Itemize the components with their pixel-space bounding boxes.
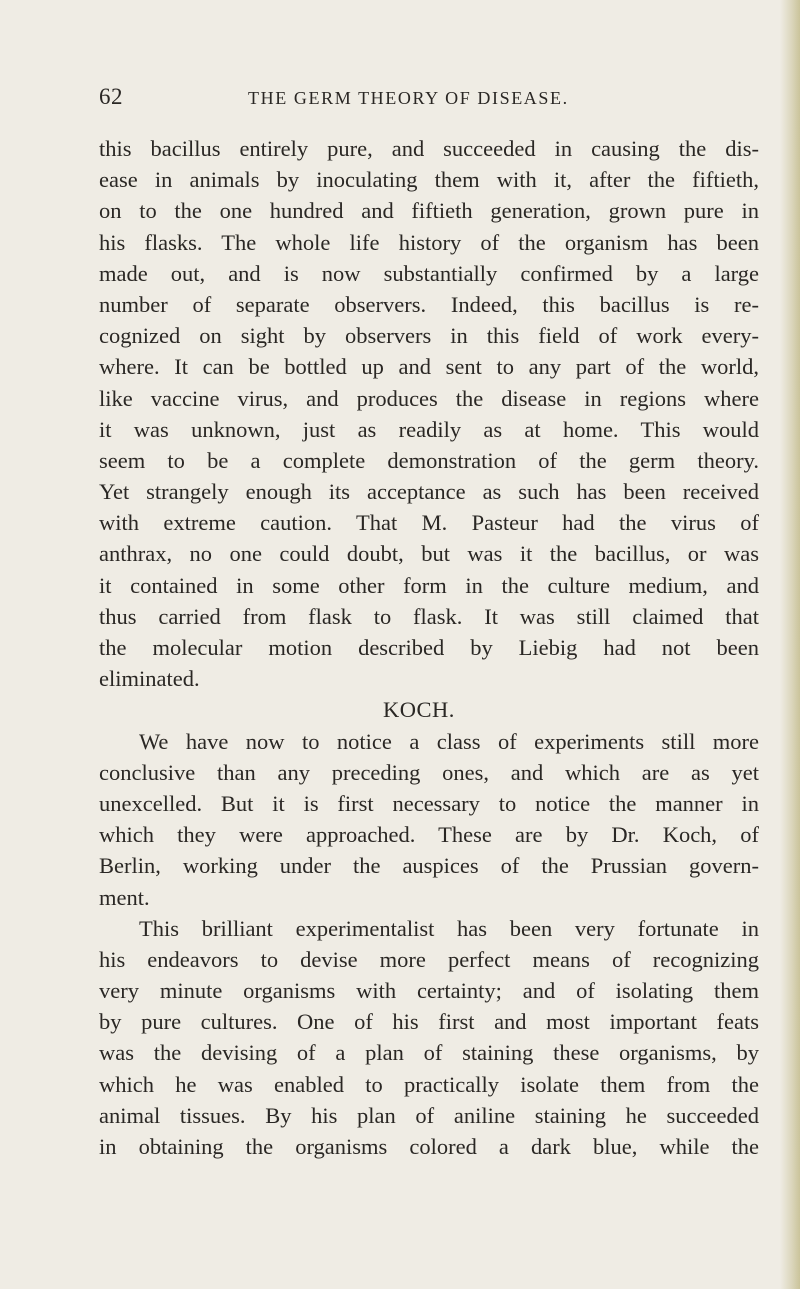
- text-line: thus carried from flask to flask. It was still claimed that: [99, 603, 759, 629]
- running-title: THE GERM THEORY OF DISEASE.: [248, 88, 569, 108]
- text-line: seem to be a complete demonstration of the germ theory.: [99, 447, 759, 473]
- text-line: This brilliant experimentalist has been very fortunate in: [139, 915, 759, 941]
- text-line: which he was enabled to practically isolate them from the: [99, 1071, 759, 1097]
- text-line: cognized on sight by observers in this field of work every-: [99, 323, 759, 349]
- text-line: very minute organisms with certainty; and of isolating them: [99, 978, 759, 1004]
- text-line: in obtaining the organisms colored a dark blue, while the: [99, 1134, 759, 1159]
- text-line: conclusive than any preceding ones, and which are as yet: [99, 759, 759, 785]
- text-line: with extreme caution. That M. Pasteur had the virus of: [99, 510, 759, 536]
- text-line: Yet strangely enough its acceptance as such has been received: [99, 479, 759, 505]
- text-line: anthrax, no one could doubt, but was it the bacillus, or was: [99, 541, 759, 567]
- text-line: eliminated.: [99, 666, 200, 692]
- text-line: Berlin, working under the auspices of the Prussian govern-: [99, 853, 759, 879]
- text-line: this bacillus entirely pure, and succeeded in causing the dis-: [99, 136, 759, 161]
- text-line: number of separate observers. Indeed, this bacillus is re-: [99, 291, 759, 317]
- text-line: We have now to notice a class of experiments still more: [139, 728, 759, 754]
- text-line: on to the one hundred and fiftieth generation, grown pure in: [99, 198, 759, 224]
- page-edge-shadow: [780, 0, 800, 1289]
- text-line: which they were approached. These are by Dr. Koch, of: [99, 822, 759, 848]
- section-heading: KOCH.: [383, 697, 455, 723]
- running-header: [0, 84, 800, 114]
- text-line: ease in animals by inoculating them with it, after the fiftieth,: [99, 167, 759, 193]
- text-line: like vaccine virus, and produces the disease in regions where: [99, 385, 759, 411]
- text-line: where. It can be bottled up and sent to any part of the world,: [99, 354, 759, 380]
- text-line: by pure cultures. One of his first and most important feats: [99, 1009, 759, 1035]
- text-line: animal tissues. By his plan of aniline staining he succeeded: [99, 1102, 759, 1128]
- text-line: unexcelled. But it is first necessary to notice the manner in: [99, 790, 759, 816]
- text-line: it contained in some other form in the culture medium, and: [99, 572, 759, 598]
- page-number: 62: [99, 84, 123, 109]
- text-line: ment.: [99, 884, 150, 910]
- text-line: the molecular motion described by Liebig had not been: [99, 635, 759, 660]
- body-text: [99, 133, 759, 1162]
- text-line: was the devising of a plan of staining these organisms, by: [99, 1040, 759, 1066]
- text-line: his flasks. The whole life history of the organism has been: [99, 229, 759, 255]
- text-line: made out, and is now substantially confirmed by a large: [99, 260, 759, 286]
- text-line: it was unknown, just as readily as at home. This would: [99, 416, 759, 442]
- text-line: his endeavors to devise more perfect means of recognizing: [99, 946, 759, 972]
